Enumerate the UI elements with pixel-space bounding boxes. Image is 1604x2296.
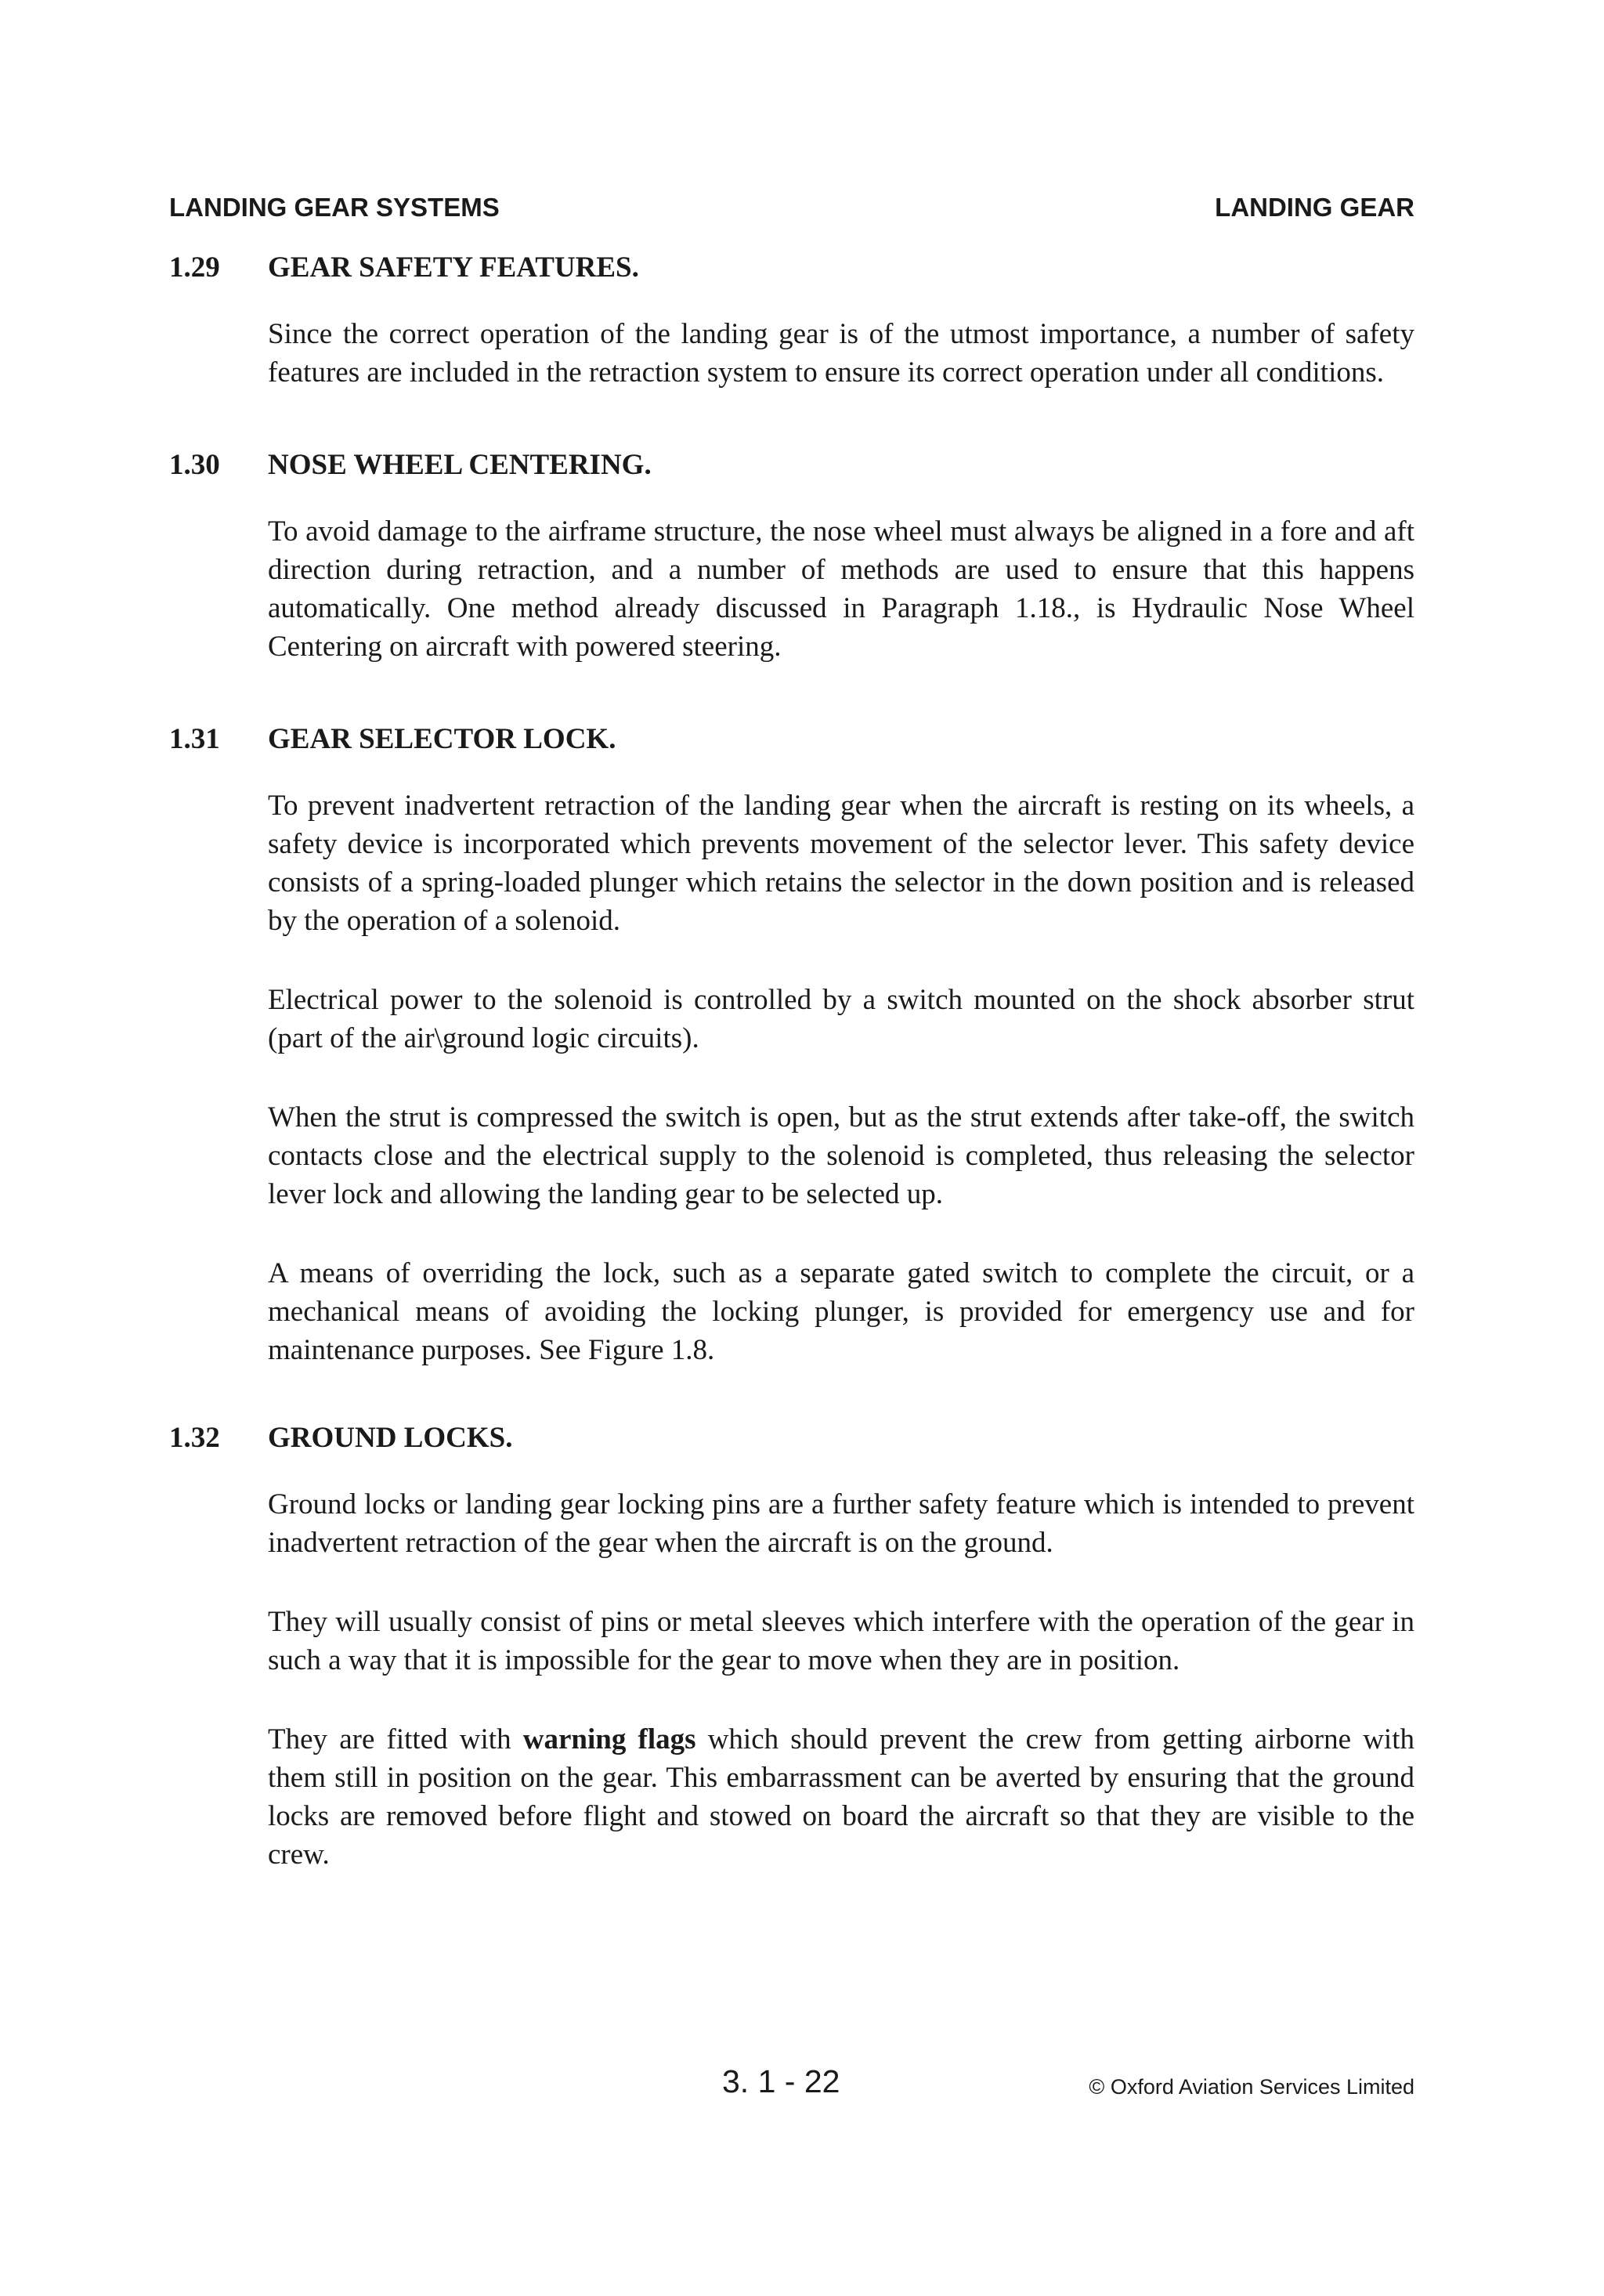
paragraph: When the strut is compressed the switch is open, but as the strut extends after take-off, the switch contacts close and the electrical supply to the solenoid is completed, thus releasing the selector lever lock and allowing the landing gear to be selected up.: [268, 1101, 1414, 1210]
paragraph-warning-flags: [268, 1720, 1414, 1874]
copyright-notice: © Oxford Aviation Services Limited: [1089, 2075, 1414, 2099]
section-number: 1.29: [169, 251, 220, 284]
section-1-30: [169, 447, 1414, 666]
bold-term-warning-flags: warning flags: [522, 1723, 696, 1755]
section-1-31: [169, 721, 1414, 1369]
section-1-29: [169, 249, 1414, 392]
section-title: GROUND LOCKS.: [268, 1422, 513, 1454]
paragraph: They will usually consist of pins or metal sleeves which interfere with the operation of the gear in such a way that it is impossible for the gear to move when they are in position.: [268, 1606, 1414, 1676]
paragraph: Since the correct operation of the landing gear is of the utmost importance, a number of safety features are included in the retraction system to ensure its correct operation under all conditions.: [268, 318, 1414, 389]
section-title: GEAR SAFETY FEATURES.: [268, 251, 639, 284]
page-number: 3. 1 - 22: [722, 2063, 840, 2099]
header-subject: LANDING GEAR: [1215, 193, 1414, 222]
text-run: They are fitted with: [268, 1723, 523, 1755]
page-footer: [169, 2062, 1414, 2109]
header-chapter-title: LANDING GEAR SYSTEMS: [169, 193, 500, 222]
section-number: 1.31: [169, 723, 220, 755]
section-number: 1.30: [169, 449, 220, 481]
section-heading: [169, 1419, 1414, 1457]
section-number: 1.32: [169, 1422, 220, 1454]
paragraph: Electrical power to the solenoid is controlled by a switch mounted on the shock absorber strut (part of the air\ground logic circuits).: [268, 984, 1414, 1054]
section-heading: [169, 249, 1414, 287]
section-title: GEAR SELECTOR LOCK.: [268, 723, 616, 755]
section-heading: [169, 721, 1414, 758]
section-heading: [169, 447, 1414, 484]
paragraph: A means of overriding the lock, such as a separate gated switch to complete the circuit, or a mechanical means of avoiding the locking plunger, is provided for emergency use and for maintenance purposes. See Figure 1.8.: [268, 1257, 1414, 1366]
paragraph: Ground locks or landing gear locking pins are a further safety feature which is intended to prevent inadvertent retraction of the gear when the aircraft is on the ground.: [268, 1488, 1414, 1559]
text-run: which should prevent the crew from getting airborne with them still in position on the gear. This embarrassment can be averted by ensuring that the ground locks are removed before flight and stowed on board the aircraft so that they are visible to the crew.: [268, 1723, 1414, 1871]
section-title: NOSE WHEEL CENTERING.: [268, 449, 652, 481]
paragraph: To avoid damage to the airframe structure, the nose wheel must always be aligned in a fore and aft direction during retraction, and a number of methods are used to ensure that this happens automatically. One method already discussed in Paragraph 1.18., is Hydraulic Nose Wheel Centering on aircraft with powered steering.: [268, 515, 1414, 663]
section-1-32: [169, 1419, 1414, 1874]
paragraph: To prevent inadvertent retraction of the landing gear when the aircraft is resting on its wheels, a safety device is incorporated which prevents movement of the selector lever. This safety device consists of a spring-loaded plunger which retains the selector in the down position and is released by the operation of a solenoid.: [268, 790, 1414, 937]
